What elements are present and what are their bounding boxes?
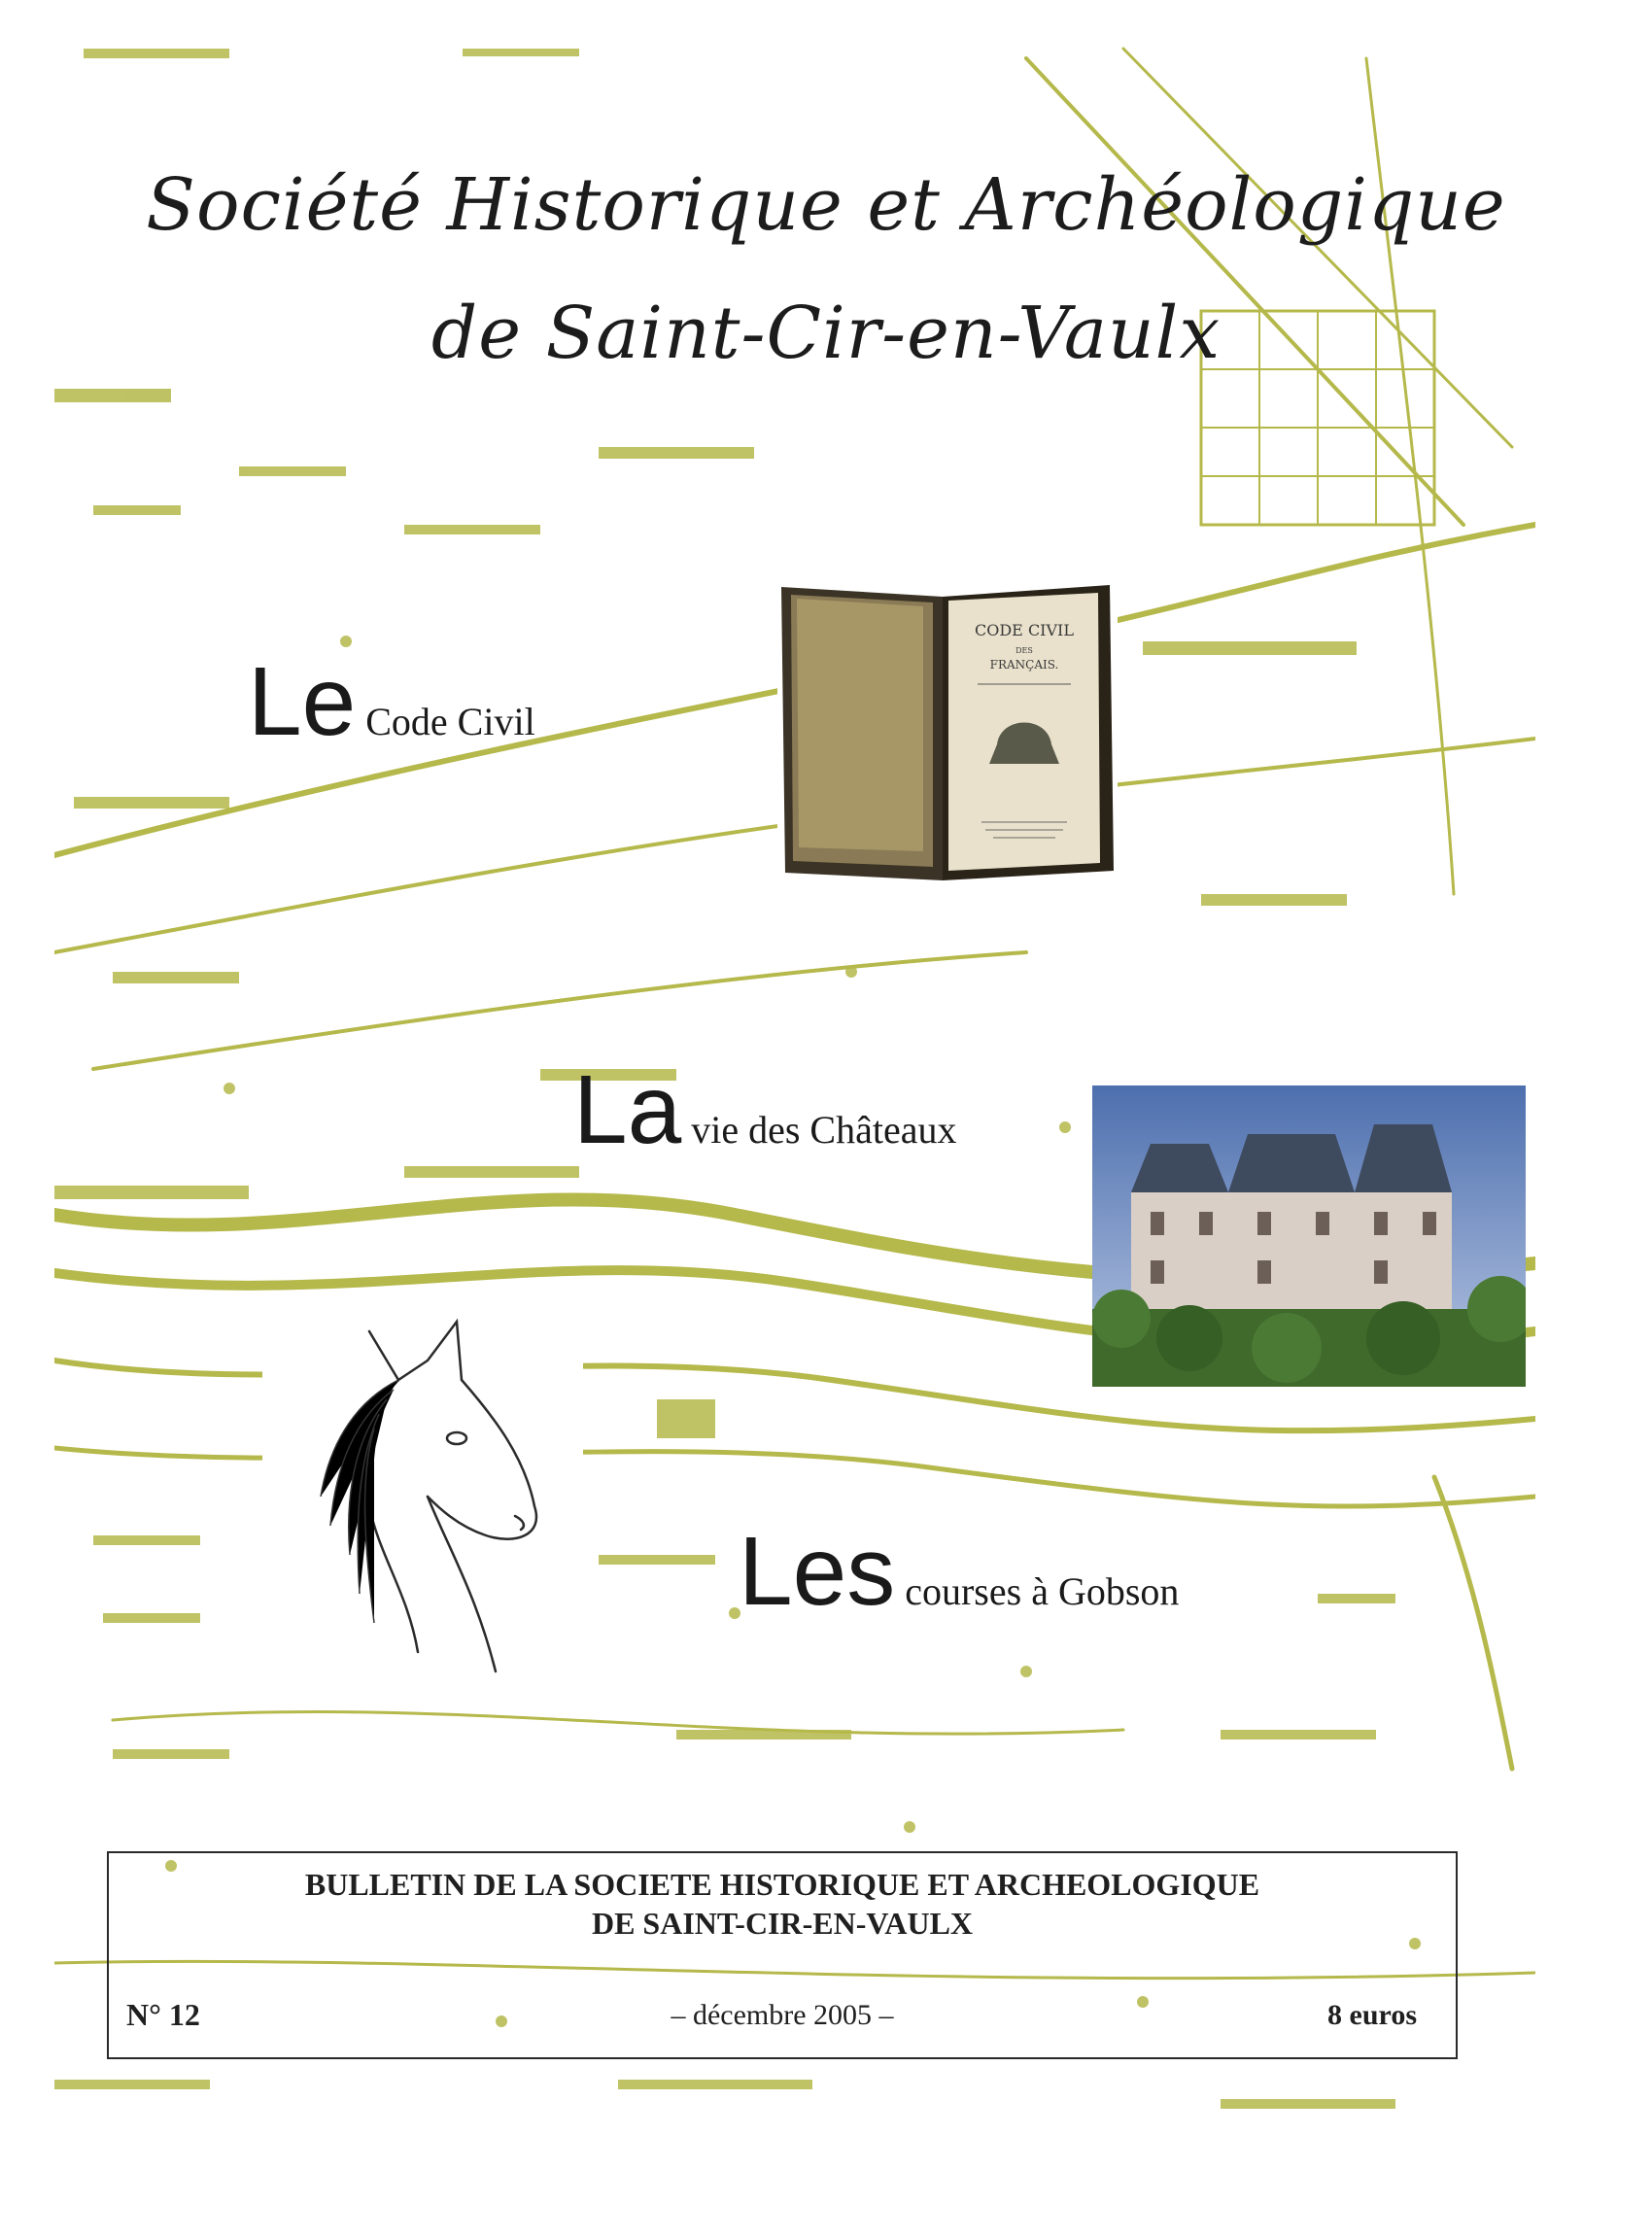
society-title-line-1: Société Historique et Archéologique [146,163,1506,247]
issue-price: 8 euros [1327,1999,1417,2031]
topic-subject: vie des Châteaux [691,1108,957,1152]
code-civil-book-image [777,579,1118,886]
book-title-line-2: DES [1015,646,1033,655]
topic-article: Le [248,647,357,756]
bulletin-title-line-1: BULLETIN DE LA SOCIETE HISTORIQUE ET ARCHEOLOGIQUE [304,1867,1260,1902]
bulletin-title-line-2: DE SAINT-CIR-EN-VAULX [591,1906,974,1941]
bulletin-box [107,1851,1458,2059]
topic-subject: Code Civil [365,700,535,743]
topic-article: La [573,1055,682,1164]
horse-sketch [262,1302,583,1701]
topic-subject: courses à Gobson [905,1569,1180,1613]
book-title-line-3: FRANÇAIS. [989,658,1059,672]
chateau-photo [1092,1085,1526,1387]
topic-vie-des-chateaux [573,1054,956,1166]
issue-number: N° 12 [126,1997,200,2032]
issue-date: – décembre 2005 – [671,1999,894,2031]
topic-article: Les [739,1517,896,1626]
society-title-line-2: de Saint-Cir-en-Vaulx [430,292,1222,375]
book-title-line-1: CODE CIVIL [974,621,1075,639]
topic-code-civil [248,646,535,758]
topic-courses-gobson [739,1516,1179,1628]
